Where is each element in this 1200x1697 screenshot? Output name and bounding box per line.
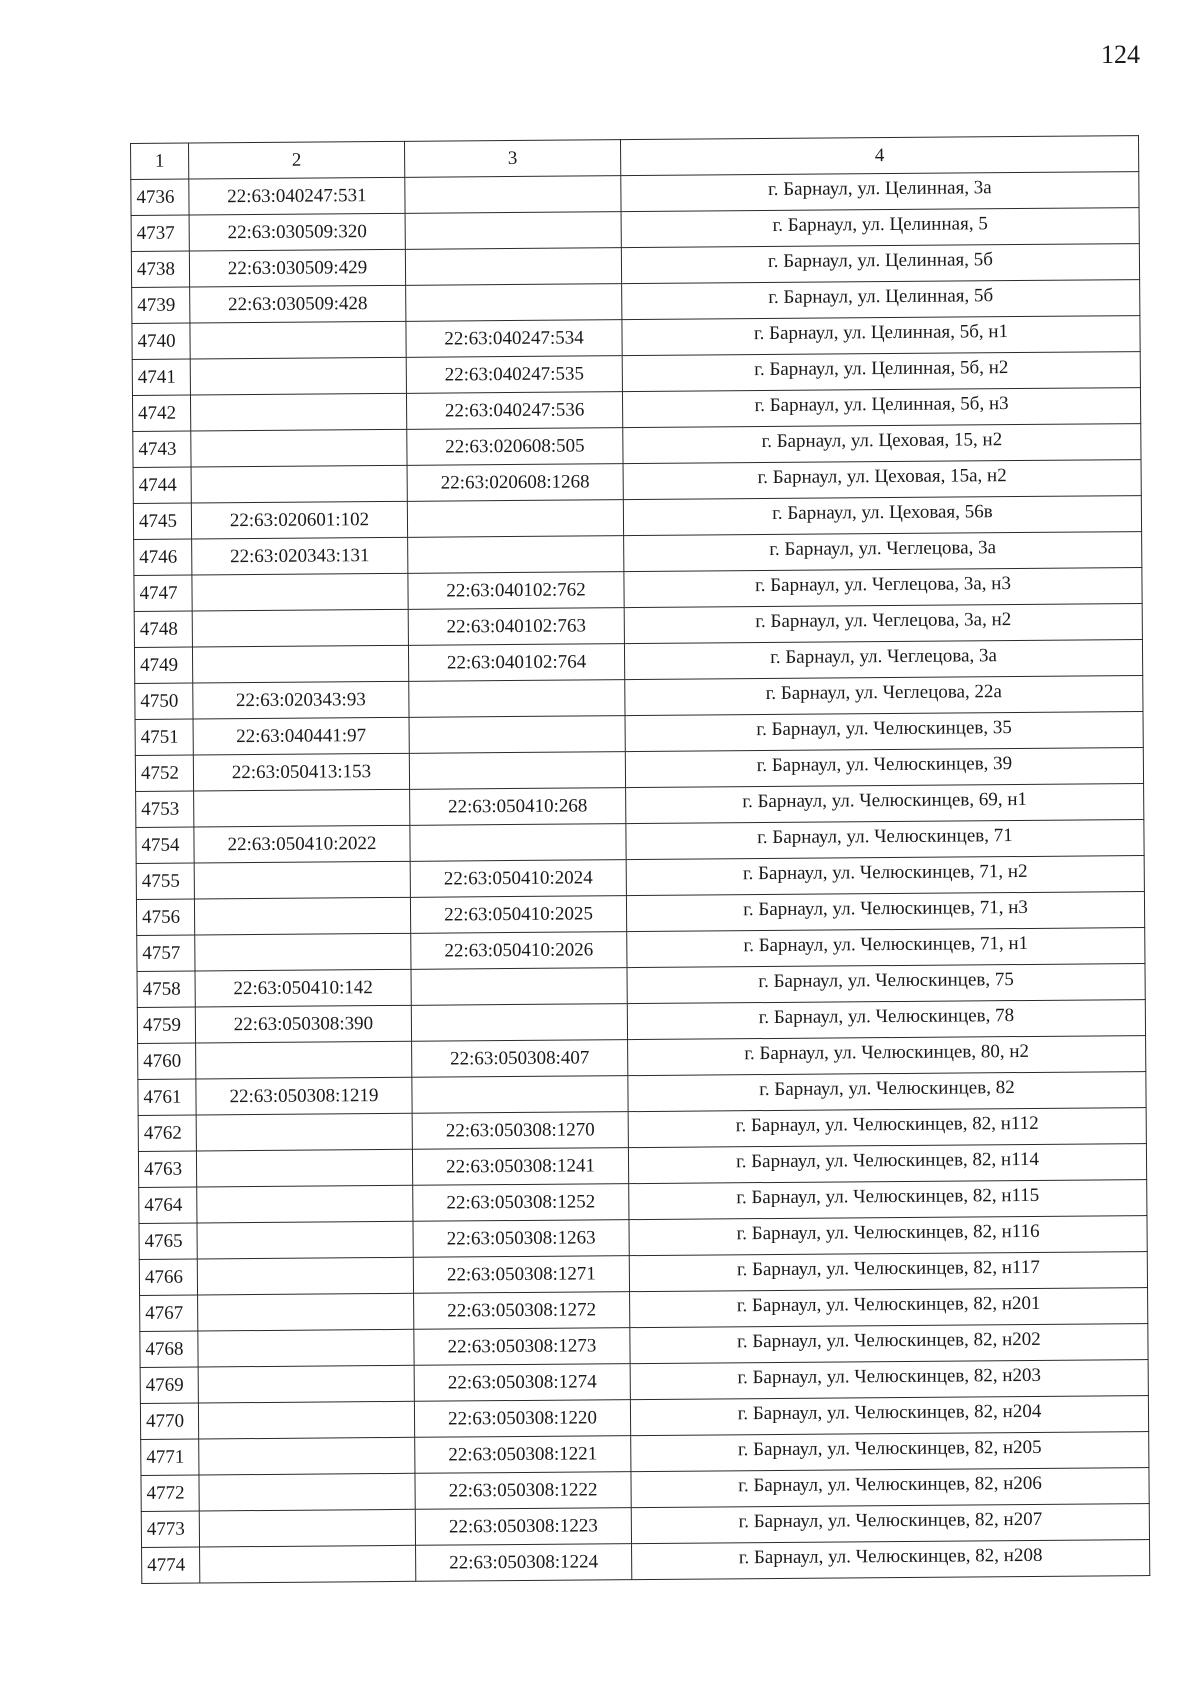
cadastral-number-col2-cell: 22:63:050410:142 bbox=[195, 969, 411, 1007]
cadastral-number-col2-cell bbox=[196, 1113, 412, 1151]
cadastral-number-col3-cell: 22:63:020608:1268 bbox=[407, 464, 623, 502]
address-cell: г. Барнаул, ул. Цеховая, 15а, н2 bbox=[623, 460, 1141, 500]
address-cell: г. Барнаул, ул. Челюскинцев, 75 bbox=[627, 964, 1145, 1004]
row-number-cell: 4750 bbox=[135, 683, 193, 719]
registry-table bbox=[130, 135, 1150, 1584]
cadastral-number-col3-cell: 22:63:050308:1271 bbox=[413, 1256, 629, 1294]
cadastral-number-col2-cell bbox=[190, 393, 406, 431]
address-cell: г. Барнаул, ул. Челюскинцев, 82 bbox=[628, 1072, 1146, 1112]
cadastral-number-col2-cell bbox=[196, 1041, 412, 1079]
header-col-2: 2 bbox=[189, 141, 405, 179]
address-cell: г. Барнаул, ул. Челюскинцев, 35 bbox=[625, 712, 1143, 752]
cadastral-number-col3-cell bbox=[408, 536, 624, 574]
cadastral-number-col2-cell bbox=[199, 1473, 415, 1511]
address-cell: г. Барнаул, ул. Челюскинцев, 82, н205 bbox=[631, 1432, 1149, 1472]
row-number-cell: 4762 bbox=[138, 1115, 196, 1151]
row-number-cell: 4765 bbox=[139, 1223, 197, 1259]
address-cell: г. Барнаул, ул. Целинная, 5б, н1 bbox=[622, 316, 1140, 356]
cadastral-number-col2-cell bbox=[194, 789, 410, 827]
row-number-cell: 4763 bbox=[138, 1151, 196, 1187]
row-number-cell: 4774 bbox=[142, 1547, 200, 1583]
header-col-3: 3 bbox=[404, 140, 620, 178]
address-cell: г. Барнаул, ул. Чеглецова, 3а bbox=[624, 532, 1142, 572]
cadastral-number-col3-cell: 22:63:050308:1222 bbox=[415, 1472, 631, 1510]
cadastral-number-col3-cell: 22:63:040247:534 bbox=[406, 320, 622, 358]
cadastral-number-col2-cell bbox=[197, 1221, 413, 1259]
cadastral-number-col3-cell bbox=[405, 248, 621, 286]
address-cell: г. Барнаул, ул. Челюскинцев, 82, н116 bbox=[629, 1216, 1147, 1256]
address-cell: г. Барнаул, ул. Челюскинцев, 82, н115 bbox=[629, 1180, 1147, 1220]
row-number-cell: 4736 bbox=[131, 179, 189, 215]
address-cell: г. Барнаул, ул. Целинная, 5 bbox=[621, 208, 1139, 248]
cadastral-number-col2-cell: 22:63:050308:1219 bbox=[196, 1077, 412, 1115]
address-cell: г. Барнаул, ул. Челюскинцев, 71, н2 bbox=[626, 856, 1144, 896]
row-number-cell: 4738 bbox=[131, 251, 189, 287]
registry-table-container bbox=[130, 135, 1149, 1584]
cadastral-number-col3-cell: 22:63:050308:1221 bbox=[415, 1436, 631, 1474]
cadastral-number-col2-cell bbox=[200, 1545, 416, 1583]
cadastral-number-col3-cell bbox=[409, 716, 625, 754]
row-number-cell: 4741 bbox=[132, 359, 190, 395]
cadastral-number-col2-cell: 22:63:020601:102 bbox=[191, 501, 407, 539]
row-number-cell: 4737 bbox=[131, 215, 189, 251]
address-cell: г. Барнаул, ул. Челюскинцев, 82, н117 bbox=[629, 1252, 1147, 1292]
cadastral-number-col2-cell: 22:63:020343:93 bbox=[193, 681, 409, 719]
cadastral-number-col2-cell bbox=[198, 1401, 414, 1439]
address-cell: г. Барнаул, ул. Чеглецова, 3а, н3 bbox=[624, 568, 1142, 608]
cadastral-number-col3-cell: 22:63:050308:1270 bbox=[412, 1112, 628, 1150]
address-cell: г. Барнаул, ул. Челюскинцев, 82, н114 bbox=[628, 1144, 1146, 1184]
cadastral-number-col3-cell: 22:63:050308:1252 bbox=[413, 1184, 629, 1222]
header-col-1: 1 bbox=[131, 143, 189, 179]
row-number-cell: 4758 bbox=[137, 971, 195, 1007]
cadastral-number-col2-cell: 22:63:040441:97 bbox=[193, 717, 409, 755]
cadastral-number-col3-cell bbox=[411, 1004, 627, 1042]
address-cell: г. Барнаул, ул. Целинная, 5б, н3 bbox=[622, 388, 1140, 428]
cadastral-number-col2-cell: 22:63:050308:390 bbox=[195, 1005, 411, 1043]
cadastral-number-col2-cell bbox=[194, 897, 410, 935]
row-number-cell: 4746 bbox=[134, 539, 192, 575]
cadastral-number-col3-cell: 22:63:050308:1272 bbox=[414, 1292, 630, 1330]
cadastral-number-col3-cell: 22:63:050410:2025 bbox=[410, 896, 626, 934]
cadastral-number-col2-cell: 22:63:030509:320 bbox=[189, 213, 405, 251]
cadastral-number-col2-cell bbox=[197, 1185, 413, 1223]
cadastral-number-col3-cell: 22:63:040102:763 bbox=[408, 608, 624, 646]
row-number-cell: 4745 bbox=[133, 503, 191, 539]
table-body bbox=[131, 172, 1150, 1584]
address-cell: г. Барнаул, ул. Челюскинцев, 82, н204 bbox=[630, 1396, 1148, 1436]
cadastral-number-col3-cell: 22:63:050308:1263 bbox=[413, 1220, 629, 1258]
row-number-cell: 4742 bbox=[132, 395, 190, 431]
cadastral-number-col2-cell bbox=[192, 573, 408, 611]
row-number-cell: 4751 bbox=[135, 719, 193, 755]
cadastral-number-col3-cell: 22:63:040102:762 bbox=[408, 572, 624, 610]
cadastral-number-col3-cell bbox=[407, 500, 623, 538]
row-number-cell: 4771 bbox=[141, 1439, 199, 1475]
cadastral-number-col2-cell bbox=[198, 1365, 414, 1403]
cadastral-number-col2-cell bbox=[199, 1437, 415, 1475]
cadastral-number-col2-cell: 22:63:020343:131 bbox=[192, 537, 408, 575]
cadastral-number-col3-cell: 22:63:050308:1220 bbox=[414, 1400, 630, 1438]
cadastral-number-col3-cell: 22:63:040102:764 bbox=[408, 644, 624, 682]
cadastral-number-col3-cell bbox=[405, 212, 621, 250]
cadastral-number-col2-cell: 22:63:030509:428 bbox=[190, 285, 406, 323]
cadastral-number-col2-cell bbox=[197, 1257, 413, 1295]
cadastral-number-col2-cell bbox=[190, 321, 406, 359]
address-cell: г. Барнаул, ул. Целинная, 5б bbox=[621, 244, 1139, 284]
row-number-cell: 4747 bbox=[134, 575, 192, 611]
cadastral-number-col3-cell bbox=[412, 1076, 628, 1114]
address-cell: г. Барнаул, ул. Целинная, 5б, н2 bbox=[622, 352, 1140, 392]
row-number-cell: 4761 bbox=[138, 1079, 196, 1115]
cadastral-number-col2-cell: 22:63:050410:2022 bbox=[194, 825, 410, 863]
cadastral-number-col3-cell: 22:63:050410:2024 bbox=[410, 860, 626, 898]
row-number-cell: 4748 bbox=[134, 611, 192, 647]
address-cell: г. Барнаул, ул. Челюскинцев, 82, н207 bbox=[631, 1504, 1149, 1544]
table-row bbox=[142, 1540, 1150, 1584]
header-col-4: 4 bbox=[620, 136, 1138, 176]
cadastral-number-col2-cell bbox=[192, 645, 408, 683]
cadastral-number-col2-cell bbox=[198, 1293, 414, 1331]
cadastral-number-col3-cell bbox=[410, 824, 626, 862]
cadastral-number-col2-cell bbox=[192, 609, 408, 647]
row-number-cell: 4743 bbox=[133, 431, 191, 467]
address-cell: г. Барнаул, ул. Чеглецова, 3а, н2 bbox=[624, 604, 1142, 644]
cadastral-number-col2-cell bbox=[191, 465, 407, 503]
cadastral-number-col2-cell: 22:63:030509:429 bbox=[189, 249, 405, 287]
cadastral-number-col3-cell bbox=[406, 284, 622, 322]
cadastral-number-col3-cell: 22:63:050308:1274 bbox=[414, 1364, 630, 1402]
row-number-cell: 4740 bbox=[132, 323, 190, 359]
cadastral-number-col3-cell: 22:63:050308:1223 bbox=[415, 1508, 631, 1546]
address-cell: г. Барнаул, ул. Челюскинцев, 82, н202 bbox=[630, 1324, 1148, 1364]
row-number-cell: 4760 bbox=[138, 1043, 196, 1079]
address-cell: г. Барнаул, ул. Челюскинцев, 71, н3 bbox=[626, 892, 1144, 932]
address-cell: г. Барнаул, ул. Цеховая, 15, н2 bbox=[623, 424, 1141, 464]
address-cell: г. Барнаул, ул. Челюскинцев, 82, н201 bbox=[630, 1288, 1148, 1328]
address-cell: г. Барнаул, ул. Челюскинцев, 69, н1 bbox=[626, 784, 1144, 824]
row-number-cell: 4753 bbox=[136, 791, 194, 827]
row-number-cell: 4754 bbox=[136, 827, 194, 863]
row-number-cell: 4772 bbox=[141, 1475, 199, 1511]
address-cell: г. Барнаул, ул. Челюскинцев, 80, н2 bbox=[628, 1036, 1146, 1076]
row-number-cell: 4770 bbox=[140, 1403, 198, 1439]
address-cell: г. Барнаул, ул. Чеглецова, 3а bbox=[624, 640, 1142, 680]
address-cell: г. Барнаул, ул. Целинная, 3а bbox=[621, 172, 1139, 212]
row-number-cell: 4768 bbox=[140, 1331, 198, 1367]
address-cell: г. Барнаул, ул. Челюскинцев, 39 bbox=[625, 748, 1143, 788]
address-cell: г. Барнаул, ул. Челюскинцев, 82, н208 bbox=[632, 1540, 1150, 1580]
row-number-cell: 4752 bbox=[135, 755, 193, 791]
row-number-cell: 4764 bbox=[139, 1187, 197, 1223]
cadastral-number-col3-cell: 22:63:040247:535 bbox=[406, 356, 622, 394]
cadastral-number-col3-cell bbox=[409, 680, 625, 718]
cadastral-number-col3-cell: 22:63:020608:505 bbox=[407, 428, 623, 466]
cadastral-number-col3-cell: 22:63:050308:407 bbox=[412, 1040, 628, 1078]
row-number-cell: 4773 bbox=[141, 1511, 199, 1547]
cadastral-number-col2-cell bbox=[198, 1329, 414, 1367]
row-number-cell: 4744 bbox=[133, 467, 191, 503]
address-cell: г. Барнаул, ул. Целинная, 5б bbox=[622, 280, 1140, 320]
row-number-cell: 4769 bbox=[140, 1367, 198, 1403]
cadastral-number-col2-cell bbox=[195, 933, 411, 971]
row-number-cell: 4755 bbox=[136, 863, 194, 899]
cadastral-number-col2-cell bbox=[199, 1509, 415, 1547]
address-cell: г. Барнаул, ул. Челюскинцев, 82, н203 bbox=[630, 1360, 1148, 1400]
cadastral-number-col3-cell: 22:63:050410:268 bbox=[410, 788, 626, 826]
address-cell: г. Барнаул, ул. Челюскинцев, 82, н112 bbox=[628, 1108, 1146, 1148]
cadastral-number-col2-cell: 22:63:050413:153 bbox=[193, 753, 409, 791]
cadastral-number-col3-cell bbox=[409, 752, 625, 790]
cadastral-number-col3-cell: 22:63:050308:1224 bbox=[416, 1544, 632, 1582]
cadastral-number-col3-cell bbox=[405, 176, 621, 214]
address-cell: г. Барнаул, ул. Челюскинцев, 82, н206 bbox=[631, 1468, 1149, 1508]
row-number-cell: 4766 bbox=[139, 1259, 197, 1295]
row-number-cell: 4759 bbox=[137, 1007, 195, 1043]
cadastral-number-col2-cell bbox=[191, 429, 407, 467]
page-number: 124 bbox=[1101, 40, 1140, 69]
cadastral-number-col2-cell bbox=[194, 861, 410, 899]
row-number-cell: 4757 bbox=[137, 935, 195, 971]
cadastral-number-col3-cell: 22:63:050410:2026 bbox=[411, 932, 627, 970]
address-cell: г. Барнаул, ул. Чеглецова, 22а bbox=[625, 676, 1143, 716]
cadastral-number-col3-cell: 22:63:050308:1241 bbox=[412, 1148, 628, 1186]
cadastral-number-col2-cell bbox=[190, 357, 406, 395]
row-number-cell: 4739 bbox=[132, 287, 190, 323]
cadastral-number-col3-cell: 22:63:050308:1273 bbox=[414, 1328, 630, 1366]
address-cell: г. Барнаул, ул. Челюскинцев, 71, н1 bbox=[627, 928, 1145, 968]
row-number-cell: 4767 bbox=[140, 1295, 198, 1331]
address-cell: г. Барнаул, ул. Челюскинцев, 71 bbox=[626, 820, 1144, 860]
row-number-cell: 4756 bbox=[136, 899, 194, 935]
address-cell: г. Барнаул, ул. Цеховая, 56в bbox=[623, 496, 1141, 536]
row-number-cell: 4749 bbox=[134, 647, 192, 683]
cadastral-number-col3-cell: 22:63:040247:536 bbox=[406, 392, 622, 430]
cadastral-number-col3-cell bbox=[411, 968, 627, 1006]
cadastral-number-col2-cell: 22:63:040247:531 bbox=[189, 177, 405, 215]
cadastral-number-col2-cell bbox=[196, 1149, 412, 1187]
address-cell: г. Барнаул, ул. Челюскинцев, 78 bbox=[627, 1000, 1145, 1040]
